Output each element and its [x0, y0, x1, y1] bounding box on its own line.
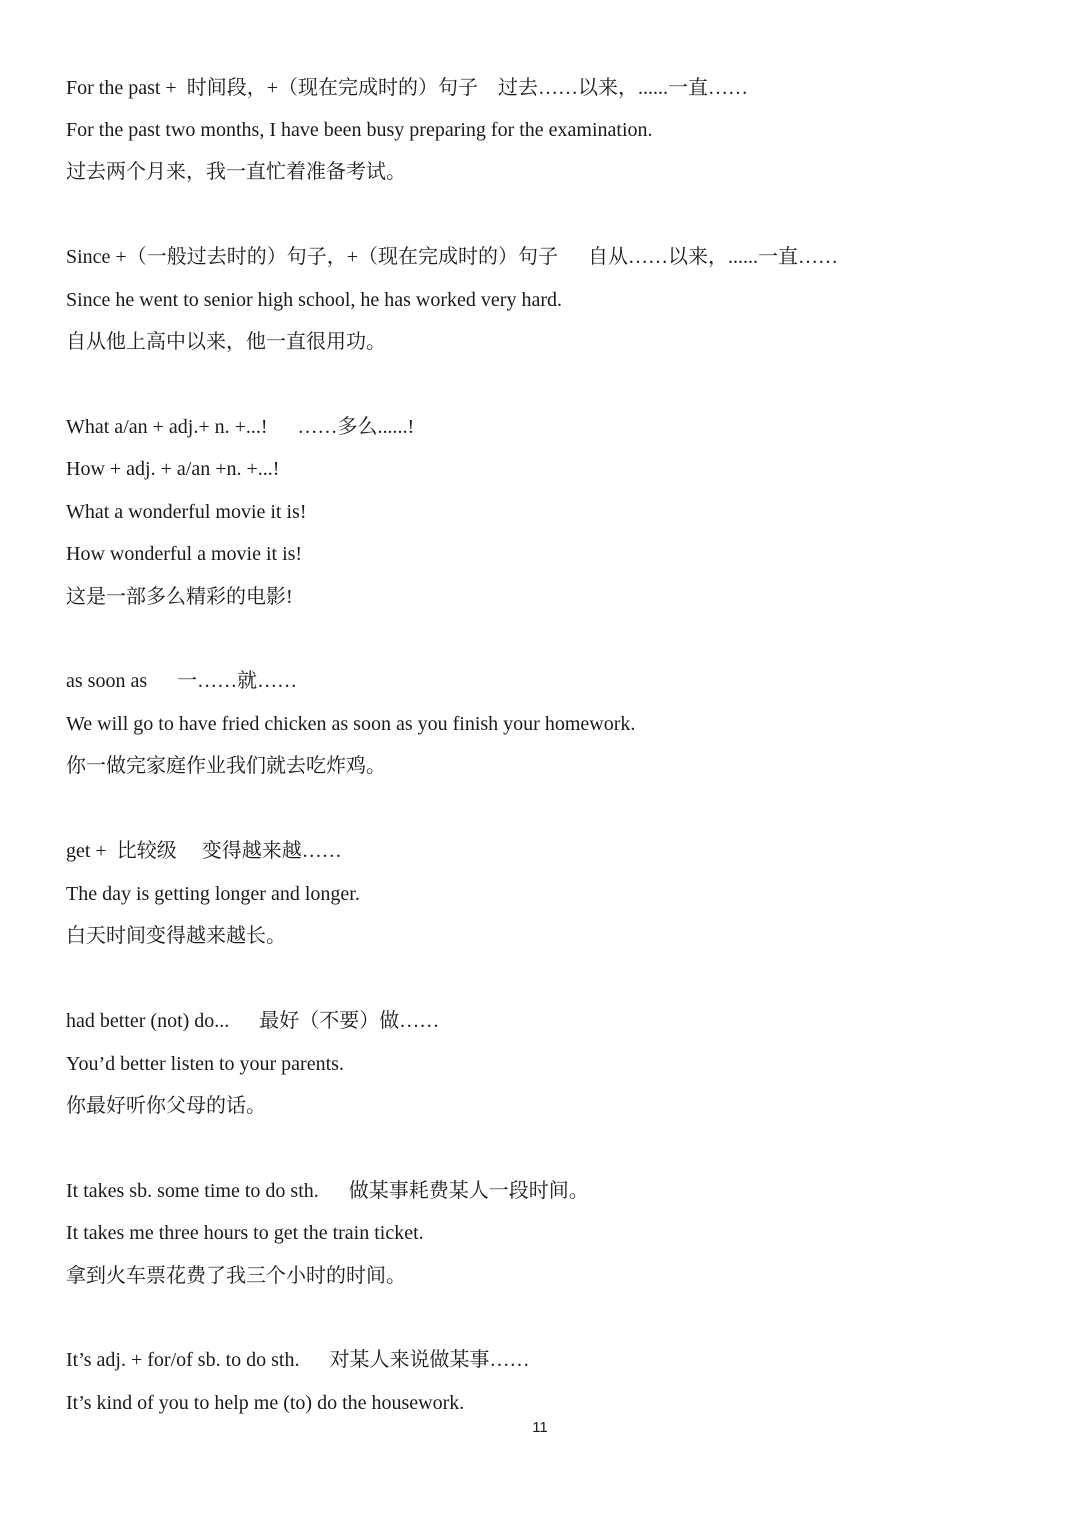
example-line: How + adj. + a/an +n. +...!: [66, 458, 280, 480]
example-line: It takes me three hours to get the train ticket.: [66, 1222, 424, 1244]
pattern-line: as soon as 一……就……: [66, 670, 298, 692]
example-line: It’s kind of you to help me (to) do the housework.: [66, 1392, 465, 1414]
example-line: How wonderful a movie it is!: [66, 543, 303, 565]
example-line: 白天时间变得越来越长。: [66, 925, 286, 947]
pattern-line: It’s adj. + for/of sb. to do sth. 对某人来说做某事……: [66, 1349, 530, 1371]
example-line: You’d better listen to your parents.: [66, 1053, 344, 1075]
example-line: 拿到火车票花费了我三个小时的时间。: [66, 1265, 406, 1287]
example-line: 过去两个月来，我一直忙着准备考试。: [66, 161, 406, 183]
example-line: What a wonderful movie it is!: [66, 501, 307, 523]
example-line: 自从他上高中以来，他一直很用功。: [66, 331, 386, 353]
page-number: 11: [532, 1419, 548, 1436]
example-line: We will go to have fried chicken as soon as you finish your homework.: [66, 713, 636, 735]
example-line: For the past two months, I have been busy preparing for the examination.: [66, 119, 653, 141]
pattern-line: It takes sb. some time to do sth. 做某事耗费某人一段时间。: [66, 1180, 589, 1202]
example-line: 这是一部多么精彩的电影!: [66, 586, 293, 608]
example-line: The day is getting longer and longer.: [66, 883, 360, 905]
pattern-line: Since +（一般过去时的）句子，+（现在完成时的）句子 自从……以来，......一直……: [66, 246, 838, 268]
pattern-line: For the past + 时间段，+（现在完成时的）句子 过去……以来，......一直……: [66, 77, 748, 99]
example-line: 你最好听你父母的话。: [66, 1095, 266, 1117]
pattern-line: get + 比较级 变得越来越……: [66, 840, 342, 862]
pattern-line: had better (not) do... 最好（不要）做……: [66, 1010, 440, 1032]
pattern-line: What a/an + adj.+ n. +...! ……多么......!: [66, 416, 415, 438]
example-line: 你一做完家庭作业我们就去吃炸鸡。: [66, 755, 386, 777]
example-line: Since he went to senior high school, he has worked very hard.: [66, 289, 562, 311]
